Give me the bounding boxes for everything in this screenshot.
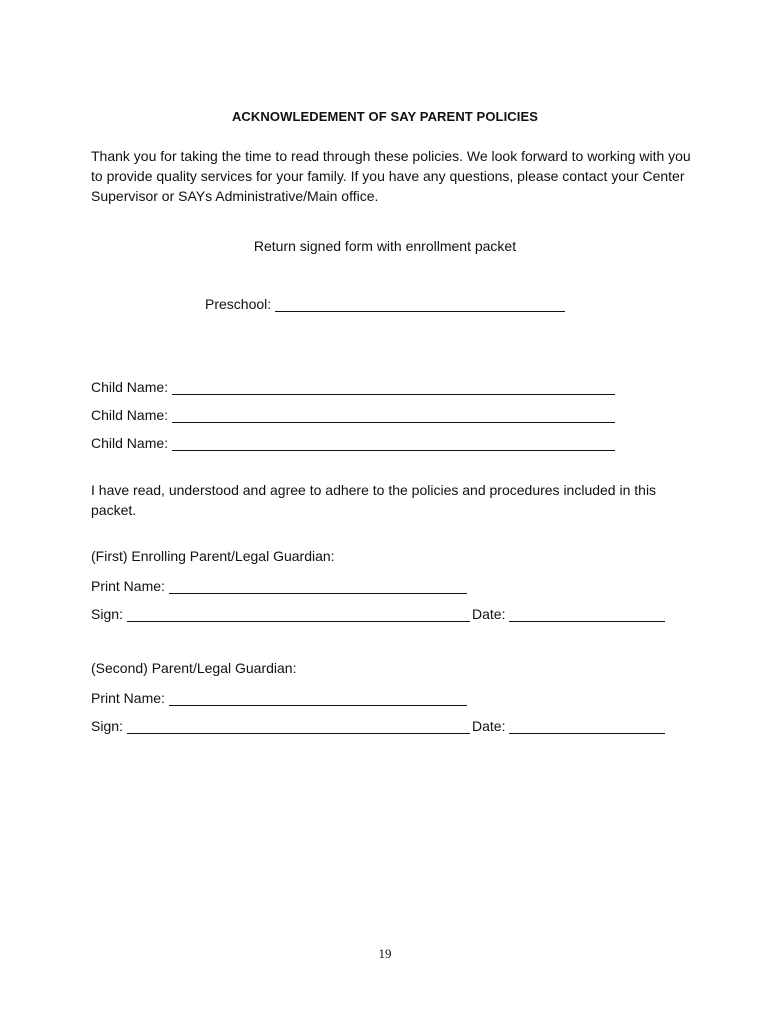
date-label: Date: (472, 718, 506, 734)
sign-label: Sign: (91, 606, 123, 622)
child-name-input-line-1[interactable] (172, 380, 615, 395)
acknowledgement-statement: I have read, understood and agree to adhere to the policies and procedures included in this packet. (91, 482, 657, 518)
first-guardian-print-name-line[interactable] (169, 579, 467, 594)
child-name-label: Child Name: (91, 379, 169, 395)
child-name-field-2 (91, 403, 615, 423)
first-guardian-date-line[interactable] (509, 607, 665, 622)
first-guardian-signature-line[interactable] (127, 607, 470, 622)
second-guardian-sign-field (91, 714, 470, 734)
second-guardian-signature-line[interactable] (127, 719, 470, 734)
second-guardian-print-name-line[interactable] (169, 691, 467, 706)
second-guardian-date-line[interactable] (509, 719, 665, 734)
child-name-input-line-2[interactable] (172, 408, 615, 423)
child-name-field-3 (91, 431, 615, 451)
print-name-label: Print Name: (91, 578, 165, 594)
child-name-input-line-3[interactable] (172, 436, 615, 451)
first-guardian-date-field (472, 602, 665, 622)
second-guardian-date-field (472, 714, 665, 734)
child-name-field-1 (91, 375, 615, 395)
first-guardian-sign-field (91, 602, 470, 622)
page-number: 19 (378, 946, 392, 961)
second-guardian-heading: (Second) Parent/Legal Guardian: (91, 660, 297, 676)
second-guardian-print-name-field (91, 686, 467, 706)
preschool-label: Preschool: (205, 296, 272, 312)
intro-paragraph: Thank you for taking the time to read through these policies. We look forward to working with you to provide quality services for your family. If you have any questions, please contact your Center Supervisor or SAYs Administrative/Main office. (91, 148, 691, 204)
first-guardian-print-name-field (91, 574, 467, 594)
print-name-label: Print Name: (91, 690, 165, 706)
first-guardian-heading: (First) Enrolling Parent/Legal Guardian: (91, 548, 335, 564)
child-name-label: Child Name: (91, 407, 169, 423)
sign-label: Sign: (91, 718, 123, 734)
date-label: Date: (472, 606, 506, 622)
child-name-label: Child Name: (91, 435, 169, 451)
preschool-field (205, 292, 565, 312)
form-title: ACKNOWLEDEMENT OF SAY PARENT POLICIES (231, 109, 539, 124)
return-note: Return signed form with enrollment packet (253, 238, 517, 254)
preschool-input-line[interactable] (275, 297, 565, 312)
